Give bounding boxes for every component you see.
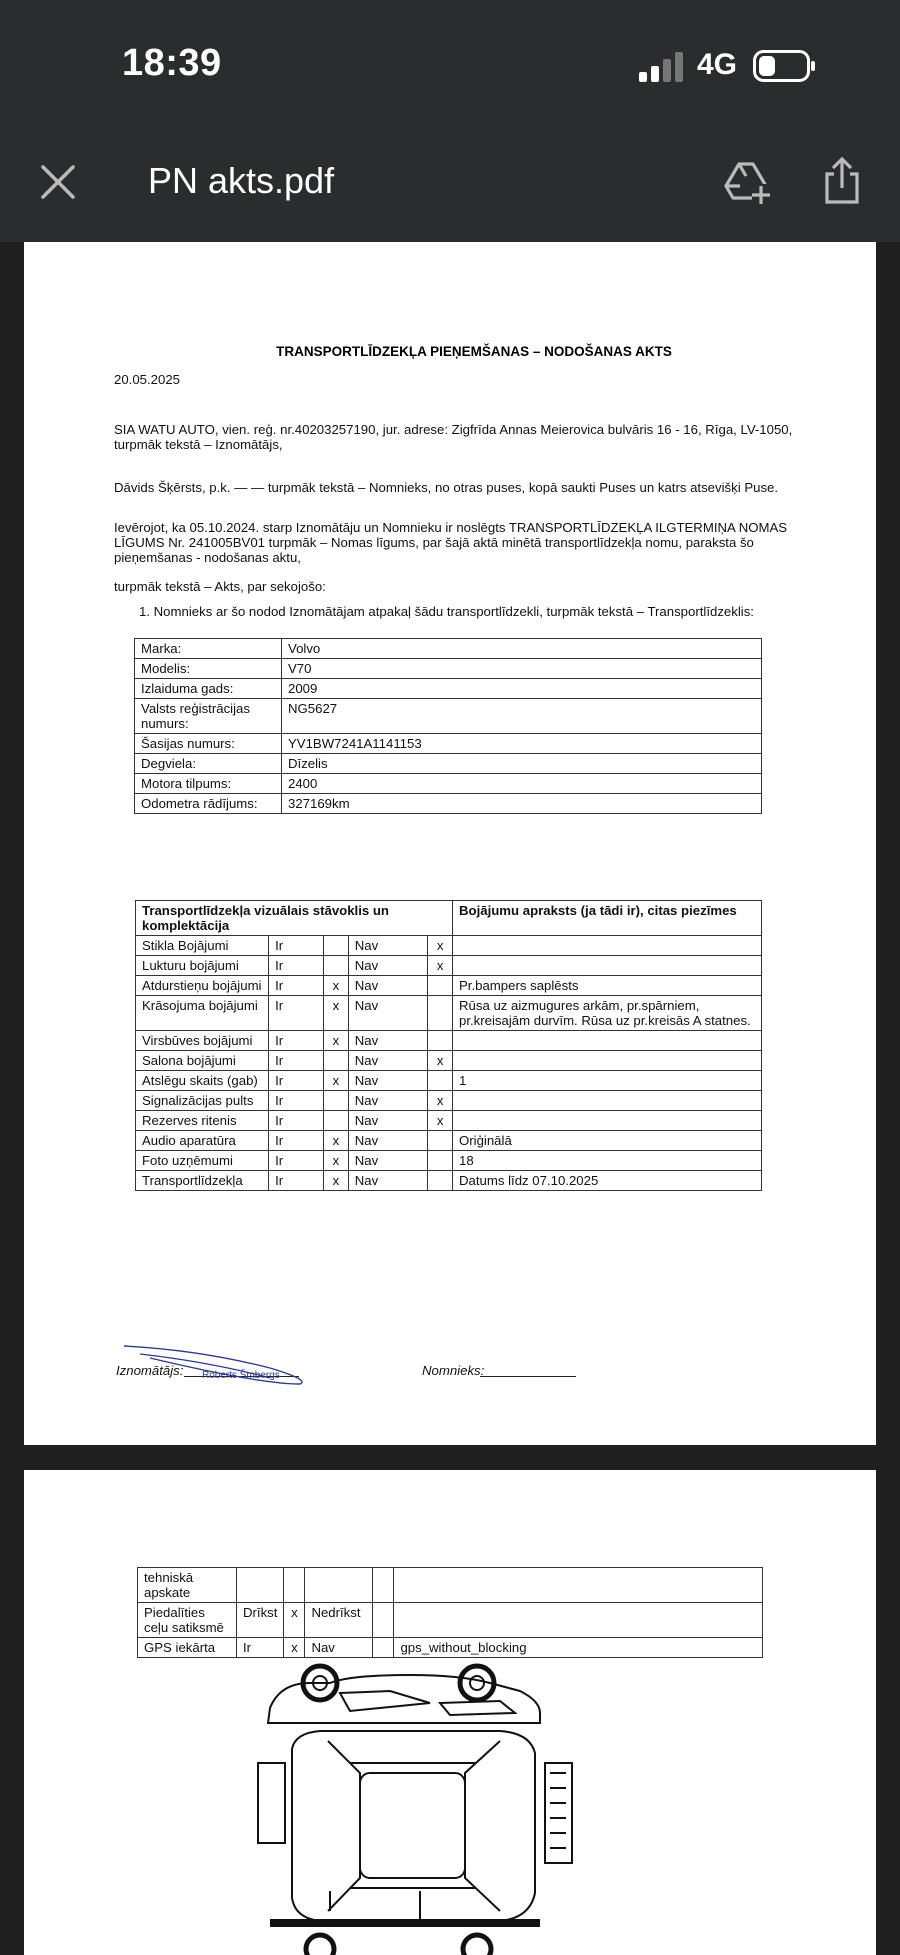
condition-name: Salona bojājumi xyxy=(136,1051,269,1071)
document-title: TRANSPORTLĪDZEKĻA PIEŅEMŠANAS – NODOŠANAS AKTS xyxy=(276,344,672,359)
condition-row xyxy=(136,1071,762,1091)
app-bar xyxy=(0,130,900,242)
condition-option-b: Nav xyxy=(305,1638,373,1658)
vehicle-field-value: Dīzelis xyxy=(282,754,762,774)
condition-option-a: Ir xyxy=(269,1051,324,1071)
condition-mark-b: x xyxy=(428,1091,453,1111)
condition-name: Audio aparatūra xyxy=(136,1131,269,1151)
lessee-signature-line xyxy=(480,1376,576,1377)
signature-image xyxy=(120,1340,320,1390)
condition-mark-a: x xyxy=(284,1603,305,1638)
condition-option-a: Ir xyxy=(269,1151,324,1171)
close-icon[interactable] xyxy=(38,162,78,202)
vehicle-row xyxy=(135,659,762,679)
signal-icon xyxy=(638,52,684,82)
condition-option-b: Nedrīkst xyxy=(305,1603,373,1638)
condition-option-b: Nav xyxy=(348,1111,428,1131)
condition-name: Virsbūves bojājumi xyxy=(136,1031,269,1051)
condition-option-b: Nav xyxy=(348,1091,428,1111)
vehicle-row xyxy=(135,734,762,754)
condition-mark-b: x xyxy=(428,1111,453,1131)
vehicle-row xyxy=(135,699,762,734)
condition-mark-b xyxy=(428,1031,453,1051)
condition-table xyxy=(135,900,762,1191)
vehicle-field-value: NG5627 xyxy=(282,699,762,734)
condition-option-b: Nav xyxy=(348,1071,428,1091)
condition-note xyxy=(453,936,762,956)
condition-mark-a: x xyxy=(324,1131,349,1151)
add-to-drive-icon[interactable] xyxy=(722,158,770,206)
condition-option-b: Nav xyxy=(348,936,428,956)
vehicle-field-label: Šasijas numurs: xyxy=(135,734,282,754)
condition-option-b: Nav xyxy=(348,976,428,996)
condition-mark-b xyxy=(428,1171,453,1191)
condition-option-b: Nav xyxy=(348,1131,428,1151)
paragraph-act: turpmāk tekstā – Akts, par sekojošo: xyxy=(114,579,326,594)
condition-mark-b xyxy=(428,1071,453,1091)
condition-row xyxy=(136,956,762,976)
condition-mark-a: x xyxy=(324,1171,349,1191)
vehicle-field-value: 2400 xyxy=(282,774,762,794)
condition-mark-b xyxy=(373,1603,394,1638)
condition-option-a xyxy=(237,1568,284,1603)
condition-option-a: Ir xyxy=(269,1071,324,1091)
lessor-label: Iznomātājs: xyxy=(116,1363,184,1378)
vehicle-field-value: YV1BW7241A1141153 xyxy=(282,734,762,754)
condition-note xyxy=(453,956,762,976)
condition-note: Pr.bampers saplēsts xyxy=(453,976,762,996)
condition-header-row xyxy=(136,901,762,936)
condition-note: Rūsa uz aizmugures arkām, pr.spārniem, pr.kreisajām durvīm. Rūsa uz pr.kreisās A statnes. xyxy=(453,996,762,1031)
condition-option-a: Ir xyxy=(269,1111,324,1131)
condition-option-a: Ir xyxy=(269,1171,324,1191)
condition-mark-a xyxy=(324,1091,349,1111)
condition-name: Signalizācijas pults xyxy=(136,1091,269,1111)
paragraph-lessor: SIA WATU AUTO, vien. reģ. nr.40203257190, jur. adrese: Zigfrīda Annas Meierovica bulvāris 16 - 16, Rīga, LV-1050, turpmāk tekstā – Iznomātājs, xyxy=(114,422,793,452)
condition-mark-a: x xyxy=(324,976,349,996)
condition-option-a: Ir xyxy=(269,996,324,1031)
vehicle-field-label: Izlaiduma gads: xyxy=(135,679,282,699)
condition-row xyxy=(136,1051,762,1071)
signature-name: Roberts Šmbergs xyxy=(202,1370,280,1381)
condition-note xyxy=(394,1568,763,1603)
condition-option-b xyxy=(305,1568,373,1603)
network-type: 4G xyxy=(697,48,738,81)
vehicle-field-value: V70 xyxy=(282,659,762,679)
condition-note xyxy=(394,1603,763,1638)
vehicle-field-label: Marka: xyxy=(135,639,282,659)
battery-icon xyxy=(753,50,817,82)
condition-option-a: Ir xyxy=(237,1638,284,1658)
condition-name: Atdurstieņu bojājumi xyxy=(136,976,269,996)
condition-option-b: Nav xyxy=(348,956,428,976)
vehicle-table xyxy=(134,638,762,814)
condition-header-right: Bojājumu apraksts (ja tādi ir), citas piezīmes xyxy=(453,901,762,936)
condition-mark-b: x xyxy=(428,1051,453,1071)
condition-mark-a: x xyxy=(284,1638,305,1658)
condition-option-b: Nav xyxy=(348,1051,428,1071)
vehicle-row xyxy=(135,754,762,774)
condition-header-left: Transportlīdzekļa vizuālais stāvoklis un komplektācija xyxy=(136,901,453,936)
condition-mark-b xyxy=(428,1151,453,1171)
condition-mark-a xyxy=(324,1051,349,1071)
condition-note: 1 xyxy=(453,1071,762,1091)
condition-mark-b xyxy=(428,996,453,1031)
condition-mark-a: x xyxy=(324,1151,349,1171)
paragraph-lessee: Dāvids Šķērsts, p.k. — — turpmāk tekstā – Nomnieks, no otras puses, kopā saukti Puses un katrs atsevišķi Puse. xyxy=(114,480,779,495)
condition-name: Atslēgu skaits (gab) xyxy=(136,1071,269,1091)
condition-mark-b: x xyxy=(428,936,453,956)
condition-option-a: Ir xyxy=(269,1031,324,1051)
vehicle-field-label: Valsts reģistrācijas numurs: xyxy=(135,699,282,734)
condition-name: Stikla Bojājumi xyxy=(136,936,269,956)
condition-mark-a: x xyxy=(324,996,349,1031)
condition-row xyxy=(138,1568,763,1603)
condition-mark-a: x xyxy=(324,1031,349,1051)
condition-note: Datums līdz 07.10.2025 xyxy=(453,1171,762,1191)
document-date: 20.05.2025 xyxy=(114,372,181,387)
condition-note xyxy=(453,1091,762,1111)
condition-mark-b xyxy=(428,976,453,996)
condition-option-a: Ir xyxy=(269,1131,324,1151)
condition-mark-a xyxy=(324,1111,349,1131)
status-bar xyxy=(0,0,900,130)
condition-row xyxy=(138,1603,763,1638)
condition-mark-a xyxy=(324,936,349,956)
vehicle-row xyxy=(135,774,762,794)
vehicle-field-label: Odometra rādījums: xyxy=(135,794,282,814)
condition-mark-a: x xyxy=(324,1071,349,1091)
condition-name: tehniskā apskate xyxy=(138,1568,237,1603)
file-title: PN akts.pdf xyxy=(148,160,335,201)
condition-row xyxy=(136,1131,762,1151)
condition-mark-a xyxy=(324,956,349,976)
vehicle-row xyxy=(135,679,762,699)
condition-row xyxy=(136,1111,762,1131)
condition-row xyxy=(136,1151,762,1171)
condition-name: GPS iekārta xyxy=(138,1638,237,1658)
condition-mark-b: x xyxy=(428,956,453,976)
condition-table-continued xyxy=(137,1567,763,1658)
condition-note xyxy=(453,1111,762,1131)
condition-row xyxy=(136,976,762,996)
condition-option-a: Ir xyxy=(269,1091,324,1111)
condition-name: Piedalīties ceļu satiksmē xyxy=(138,1603,237,1638)
vehicle-field-value: 2009 xyxy=(282,679,762,699)
condition-row xyxy=(136,1091,762,1111)
condition-row xyxy=(136,1031,762,1051)
condition-option-b: Nav xyxy=(348,1151,428,1171)
condition-option-a: Drīkst xyxy=(237,1603,284,1638)
condition-note: gps_without_blocking xyxy=(394,1638,763,1658)
lessee-label: Nomnieks: xyxy=(422,1363,485,1378)
condition-name: Foto uzņēmumi xyxy=(136,1151,269,1171)
vehicle-field-value: 327169km xyxy=(282,794,762,814)
condition-option-a: Ir xyxy=(269,976,324,996)
vehicle-field-label: Degviela: xyxy=(135,754,282,774)
pdf-page-1 xyxy=(24,242,876,1445)
vehicle-row xyxy=(135,794,762,814)
condition-option-a: Ir xyxy=(269,936,324,956)
condition-option-b: Nav xyxy=(348,996,428,1031)
pdf-page-2 xyxy=(24,1470,876,1955)
car-diagram xyxy=(250,1653,650,1955)
condition-name: Transportlīdzekļa xyxy=(136,1171,269,1191)
condition-note: Oriģinālā xyxy=(453,1131,762,1151)
condition-mark-b xyxy=(428,1131,453,1151)
status-time: 18:39 xyxy=(122,42,222,84)
condition-note xyxy=(453,1051,762,1071)
condition-note: 18 xyxy=(453,1151,762,1171)
condition-name: Rezerves ritenis xyxy=(136,1111,269,1131)
vehicle-field-value: Volvo xyxy=(282,639,762,659)
vehicle-row xyxy=(135,639,762,659)
share-icon[interactable] xyxy=(822,156,862,206)
condition-row xyxy=(136,936,762,956)
item-1-text: 1. Nomnieks ar šo nodod Iznomātājam atpakaļ šādu transportlīdzekli, turpmāk tekstā – Transportlīdzeklis: xyxy=(139,604,754,619)
condition-note xyxy=(453,1031,762,1051)
paragraph-agreement: Ievērojot, ka 05.10.2024. starp Iznomātāju un Nomnieku ir noslēgts TRANSPORTLĪDZEKĻA ILGTERMIŅA NOMAS LĪGUMS Nr. 241005BV01 turpmāk – Nomas līgums, par šajā aktā minētā transportlīdzekļa nomu, paraksta šo pieņemšanas - nodošanas aktu, xyxy=(114,520,788,565)
condition-option-b: Nav xyxy=(348,1031,428,1051)
condition-row xyxy=(136,996,762,1031)
condition-mark-b xyxy=(373,1568,394,1603)
condition-option-a: Ir xyxy=(269,956,324,976)
vehicle-field-label: Modelis: xyxy=(135,659,282,679)
condition-option-b: Nav xyxy=(348,1171,428,1191)
vehicle-field-label: Motora tilpums: xyxy=(135,774,282,794)
condition-row xyxy=(136,1171,762,1191)
condition-name: Lukturu bojājumi xyxy=(136,956,269,976)
condition-mark-a xyxy=(284,1568,305,1603)
condition-name: Krāsojuma bojājumi xyxy=(136,996,269,1031)
